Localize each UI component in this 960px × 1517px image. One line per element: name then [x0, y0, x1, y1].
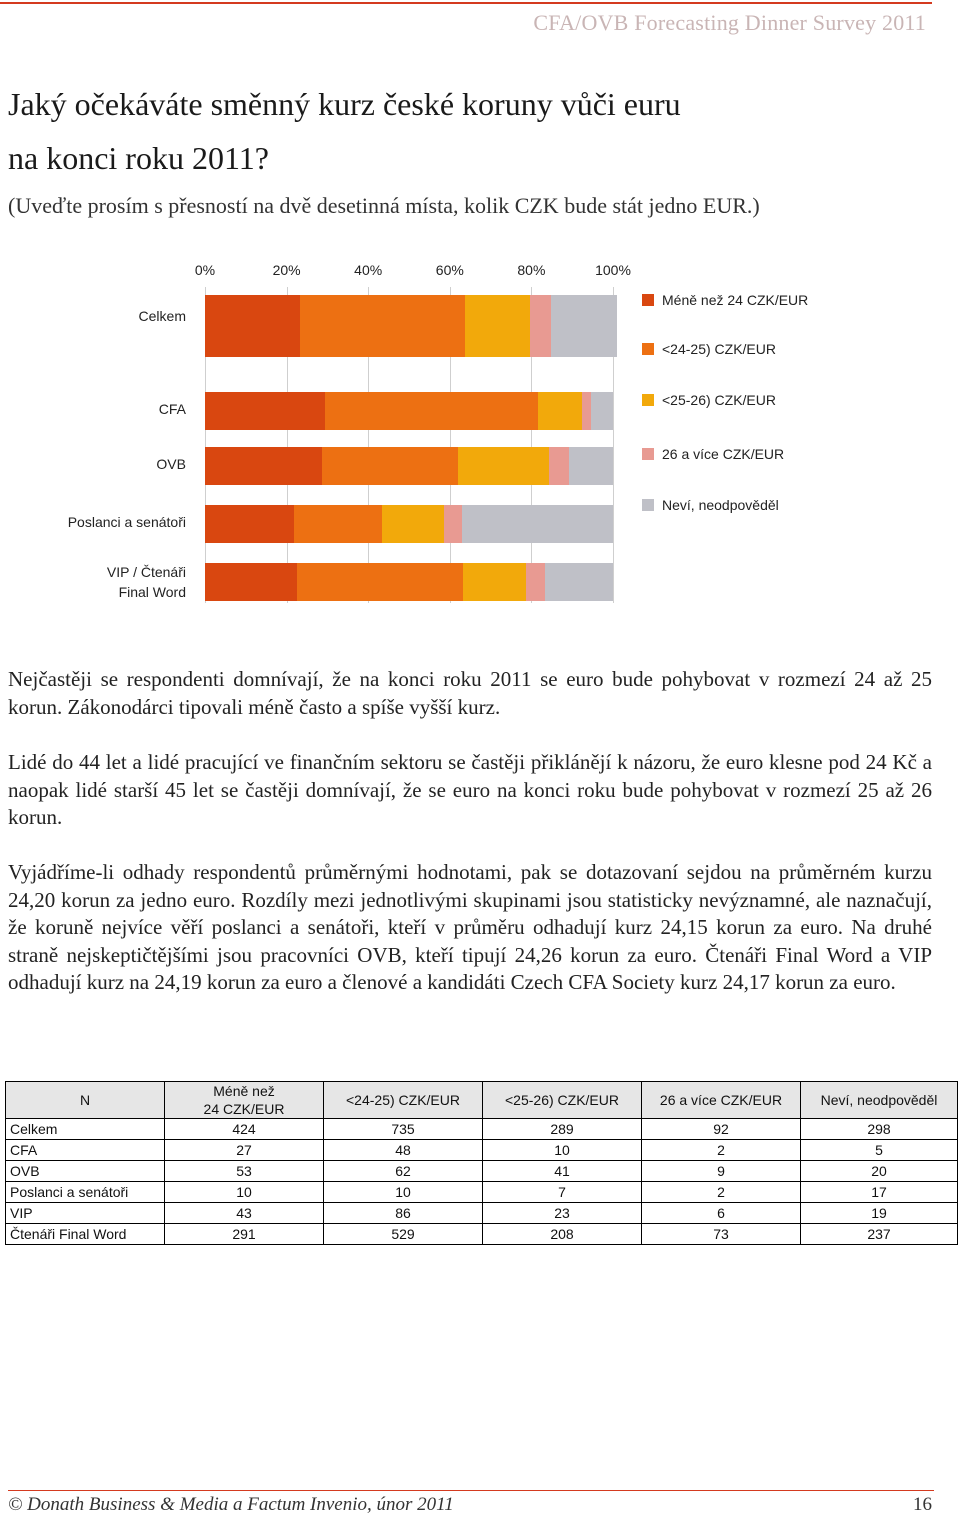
bar-segment [300, 295, 465, 357]
bar-segment [526, 563, 546, 601]
paragraph-3: Vyjádříme-li odhady respondentů průměrnými hodnotami, pak se dotazovaní sejdou na průměrném kurzu 24,20 korun za jedno euro. Rozdíly mezi jednotlivými skupinami jsou statisticky nevýznamné, ale naznačují, že koruně nejvíce věří poslanci a senátoři, kteří v průměru odhadují kurz 24,15 korun za euro. Na druhé straně nejskeptičtějšími jsou pracovníci OVB, kteří tipují 24,26 korun za euro. Čtenáři Final Word a VIP odhadují kurz na 24,19 korun za euro a členové a kandidáti Czech CFA Society kurz 24,17 korun za euro. [8, 860, 932, 994]
table-cell: 2 [642, 1140, 801, 1161]
table-cell: 41 [483, 1161, 642, 1182]
legend-swatch [642, 394, 654, 406]
bar-segment [538, 392, 582, 430]
table-cell: 529 [324, 1224, 483, 1245]
legend-label: <25-26) CZK/EUR [662, 392, 776, 408]
bar-segment [294, 505, 383, 543]
category-label-line: Celkem [138, 308, 186, 324]
table-cell: 9 [642, 1161, 801, 1182]
paragraph-2: Lidé do 44 let a lidé pracující ve finančním sektoru se častěji přiklánějí k názoru, že euro klesne pod 24 Kč a naopak lidé starší 45 let se častěji domnívají, že se euro na konci roku bude pohybovat v rozmezí 25 až 26 korun. [8, 750, 932, 829]
bar-segment [205, 392, 325, 430]
table-cell: 62 [324, 1161, 483, 1182]
bar-segment [463, 563, 526, 601]
table-cell: 53 [165, 1161, 324, 1182]
paragraph-1: Nejčastěji se respondenti domnívají, že na konci roku 2011 se euro bude pohybovat v rozmezí 24 až 25 korun. Zákonodárci tipovali méně často a spíše vyšší kurz. [8, 667, 932, 719]
footer-copyright: © Donath Business & Media a Factum Invenio, únor 2011 [8, 1494, 454, 1515]
footer-rule [8, 1490, 934, 1491]
table-header-cell: Méně než 24 CZK/EUR [165, 1082, 324, 1119]
category-label-line: VIP / Čtenáři [106, 564, 186, 580]
legend-item [642, 392, 776, 408]
header-rule [0, 2, 932, 4]
category-label-line: CFA [158, 401, 186, 417]
table-row [6, 1119, 958, 1140]
bar-segment [530, 295, 551, 357]
table-cell: 7 [483, 1182, 642, 1203]
table-corner: N [6, 1082, 165, 1119]
legend-swatch [642, 499, 654, 511]
table-cell: 298 [801, 1119, 958, 1140]
table-header-cell: <24-25) CZK/EUR [324, 1082, 483, 1119]
x-tick-label: 0% [194, 262, 216, 278]
legend-swatch [642, 448, 654, 460]
bar-segment [444, 505, 462, 543]
table-cell: 19 [801, 1203, 958, 1224]
table-cell: 27 [165, 1140, 324, 1161]
bar-segment [551, 295, 618, 357]
table-cell: 92 [642, 1119, 801, 1140]
table-header-row [6, 1082, 958, 1119]
x-tick-label: 40% [354, 262, 383, 278]
bar-segment [205, 563, 297, 601]
category-label [6, 399, 186, 419]
legend-swatch [642, 343, 654, 355]
table-cell: 291 [165, 1224, 324, 1245]
table-row-label: VIP [6, 1203, 165, 1224]
bar-segment [465, 295, 530, 357]
bar-segment [591, 392, 613, 430]
table-cell: 23 [483, 1203, 642, 1224]
bar-segment [549, 447, 569, 485]
x-tick-label: 20% [272, 262, 301, 278]
x-tick-label: 100% [595, 262, 631, 278]
table-cell: 2 [642, 1182, 801, 1203]
legend-label: Neví, neodpověděl [662, 497, 779, 513]
category-label-line: OVB [156, 456, 186, 472]
category-label-line: Final Word [118, 584, 186, 600]
bar-segment [205, 295, 300, 357]
table-row [6, 1182, 958, 1203]
x-tick-label: 60% [435, 262, 464, 278]
question-subtitle: (Uveďte prosím s přesností na dvě desetinná místa, kolik CZK bude stát jedno EUR.) [8, 193, 760, 218]
category-label-line: Poslanci a senátoři [67, 514, 186, 530]
table-cell: 10 [324, 1182, 483, 1203]
legend-item [642, 497, 779, 513]
bar-segment [205, 505, 294, 543]
legend-item [642, 446, 784, 462]
table-row [6, 1203, 958, 1224]
table-row-label: OVB [6, 1161, 165, 1182]
bar-segment [297, 563, 463, 601]
table-cell: 424 [165, 1119, 324, 1140]
table-cell: 48 [324, 1140, 483, 1161]
table-row-label: Čtenáři Final Word [6, 1224, 165, 1245]
table-cell: 10 [483, 1140, 642, 1161]
table-cell: 735 [324, 1119, 483, 1140]
table-header-cell: Neví, neodpověděl [801, 1082, 958, 1119]
table-row [6, 1140, 958, 1161]
x-tick-label: 80% [517, 262, 546, 278]
legend-label: Méně než 24 CZK/EUR [662, 292, 809, 308]
question-title-line1: Jaký očekáváte směnný kurz české koruny vůči euru [8, 86, 681, 122]
table-cell: 5 [801, 1140, 958, 1161]
legend-label: 26 a více CZK/EUR [662, 446, 785, 462]
bar-segment [569, 447, 613, 485]
category-label [6, 562, 186, 602]
table-cell: 73 [642, 1224, 801, 1245]
category-label [6, 306, 186, 326]
table-row-label: Celkem [6, 1119, 165, 1140]
table-cell: 43 [165, 1203, 324, 1224]
table-row-label: CFA [6, 1140, 165, 1161]
table-cell: 237 [801, 1224, 958, 1245]
table-row [6, 1161, 958, 1182]
table-row [6, 1224, 958, 1245]
legend-item [642, 341, 776, 357]
responses-table [5, 1081, 958, 1245]
table-row-label: Poslanci a senátoři [6, 1182, 165, 1203]
legend-item [642, 292, 808, 308]
table-cell: 289 [483, 1119, 642, 1140]
header-title: CFA/OVB Forecasting Dinner Survey 2011 [533, 10, 926, 35]
category-label [6, 454, 186, 474]
page-number: 16 [913, 1494, 932, 1515]
bar-segment [382, 505, 444, 543]
category-label [6, 512, 186, 532]
table-header-cell: 26 a více CZK/EUR [642, 1082, 801, 1119]
bar-segment [545, 563, 613, 601]
bar-segment [205, 447, 322, 485]
table-header-cell: <25-26) CZK/EUR [483, 1082, 642, 1119]
bar-segment [582, 392, 591, 430]
bar-segment [458, 447, 549, 485]
bar-segment [462, 505, 613, 543]
legend-label: <24-25) CZK/EUR [662, 341, 776, 357]
table-cell: 17 [801, 1182, 958, 1203]
bar-segment [325, 392, 538, 430]
table-body [6, 1119, 958, 1245]
table-cell: 10 [165, 1182, 324, 1203]
legend-swatch [642, 294, 654, 306]
table-cell: 6 [642, 1203, 801, 1224]
question-title-line2: na konci roku 2011? [8, 140, 269, 176]
table-cell: 20 [801, 1161, 958, 1182]
table-cell: 208 [483, 1224, 642, 1245]
bar-segment [322, 447, 459, 485]
table-cell: 86 [324, 1203, 483, 1224]
